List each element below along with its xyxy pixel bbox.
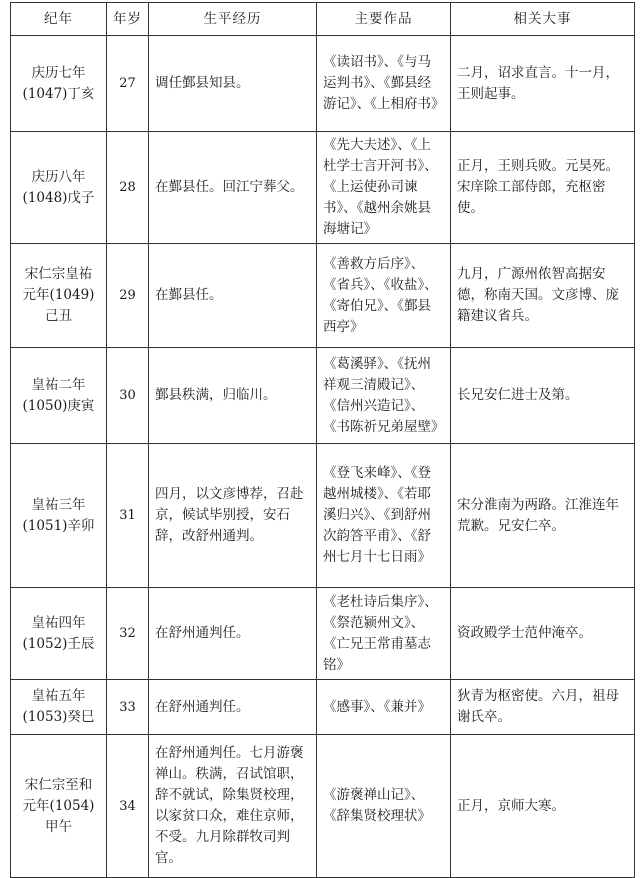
- age-cell: 28: [107, 132, 149, 244]
- era-line: 庆历八年: [31, 168, 86, 185]
- works-cell: 《先大夫述》、《上杜学士言开河书》、《上运使孙司谏书》、《越州余姚县海塘记》: [317, 132, 451, 244]
- age-cell: 29: [107, 244, 149, 348]
- events-cell: 正月，京师大寒。: [451, 735, 635, 878]
- works-cell: 《善救方后序》、《省兵》、《收盐》、《寄伯兄》、《鄞县西亭》: [317, 244, 451, 348]
- era-line: 甲午: [45, 818, 72, 835]
- era-cell: [11, 36, 107, 132]
- header-era: 纪年: [11, 3, 107, 36]
- table-row: [11, 36, 635, 132]
- events-cell: 九月，广源州侬智高据安德，称南天国。文彦博、庞籍建议省兵。: [451, 244, 635, 348]
- life-cell: 四月，以文彦博荐，召赴京，候试毕别授，安石辞，改舒州通判。: [149, 444, 317, 588]
- era-cell: [11, 444, 107, 588]
- works-cell: 《感事》、《兼并》: [317, 680, 451, 735]
- life-cell: 在舒州通判任。: [149, 588, 317, 680]
- era-line: 庆历七年: [31, 64, 86, 81]
- era-line: 皇祐四年: [31, 614, 86, 631]
- era-line: (1052)壬辰: [22, 635, 95, 652]
- life-cell: 调任鄞县知县。: [149, 36, 317, 132]
- era-line: 皇祐二年: [31, 376, 86, 393]
- table-row: [11, 244, 635, 348]
- events-cell: 二月，诏求直言。十一月，王则起事。: [451, 36, 635, 132]
- events-cell: 长兄安仁进士及第。: [451, 348, 635, 444]
- era-line: 元年(1049): [22, 287, 95, 303]
- chronology-table: [10, 2, 635, 878]
- age-cell: 27: [107, 36, 149, 132]
- era-cell: [11, 132, 107, 244]
- age-cell: 33: [107, 680, 149, 735]
- works-cell: 《读诏书》、《与马运判书》、《鄞县经游记》、《上相府书》: [317, 36, 451, 132]
- era-line: 宋仁宗至和: [24, 776, 93, 793]
- table-row: [11, 735, 635, 878]
- era-line: (1050)庚寅: [22, 397, 95, 414]
- life-cell: 鄞县秩满，归临川。: [149, 348, 317, 444]
- era-cell: [11, 348, 107, 444]
- era-line: (1047)丁亥: [22, 85, 95, 102]
- era-line: 皇祐五年: [31, 688, 86, 704]
- life-cell: 在舒州通判任。: [149, 680, 317, 735]
- table-row: [11, 588, 635, 680]
- era-cell: [11, 244, 107, 348]
- works-cell: 《葛溪驿》、《抚州祥观三清殿记》、《信州兴造记》、《书陈祈兄弟屋壁》: [317, 348, 451, 444]
- works-cell: 《登飞来峰》、《登越州城楼》、《若耶溪归兴》、《到舒州次韵答平甫》、《舒州七月十七日雨》: [317, 444, 451, 588]
- era-line: (1051)辛卯: [22, 517, 95, 534]
- era-line: 己丑: [45, 308, 72, 324]
- header-row: [11, 3, 635, 36]
- era-cell: [11, 735, 107, 878]
- works-cell: 《老杜诗后集序》、《祭范颍州文》、《亡兄王常甫墓志铭》: [317, 588, 451, 680]
- era-line: (1048)戊子: [22, 189, 95, 206]
- era-cell: [11, 588, 107, 680]
- life-cell: 在鄞县任。回江宁葬父。: [149, 132, 317, 244]
- age-cell: 32: [107, 588, 149, 680]
- header-events: 相关大事: [451, 3, 635, 36]
- age-cell: 31: [107, 444, 149, 588]
- header-life: 生平经历: [149, 3, 317, 36]
- events-cell: 资政殿学士范仲淹卒。: [451, 588, 635, 680]
- era-cell: [11, 680, 107, 735]
- era-line: 元年(1054): [22, 797, 95, 814]
- life-cell: 在舒州通判任。七月游褒禅山。秩满，召试馆职，辞不就试，除集贤校理，以家贫口众，难住京师，不受。九月除群牧司判官。: [149, 735, 317, 878]
- table-row: [11, 132, 635, 244]
- age-cell: 34: [107, 735, 149, 878]
- header-works: 主要作品: [317, 3, 451, 36]
- events-cell: 宋分淮南为两路。江淮连年荒歉。兄安仁卒。: [451, 444, 635, 588]
- table-row: [11, 680, 635, 735]
- events-cell: 狄青为枢密使。六月，祖母谢氏卒。: [451, 680, 635, 735]
- era-line: (1053)癸巳: [22, 709, 95, 725]
- events-cell: 正月，王则兵败。元昊死。宋庠除工部侍郎，充枢密使。: [451, 132, 635, 244]
- works-cell: 《游褒禅山记》、《辞集贤校理状》: [317, 735, 451, 878]
- life-cell: 在鄞县任。: [149, 244, 317, 348]
- header-age: 年岁: [107, 3, 149, 36]
- table-row: [11, 348, 635, 444]
- age-cell: 30: [107, 348, 149, 444]
- era-line: 皇祐三年: [31, 496, 86, 513]
- era-line: 宋仁宗皇祐: [24, 266, 93, 282]
- table-row: [11, 444, 635, 588]
